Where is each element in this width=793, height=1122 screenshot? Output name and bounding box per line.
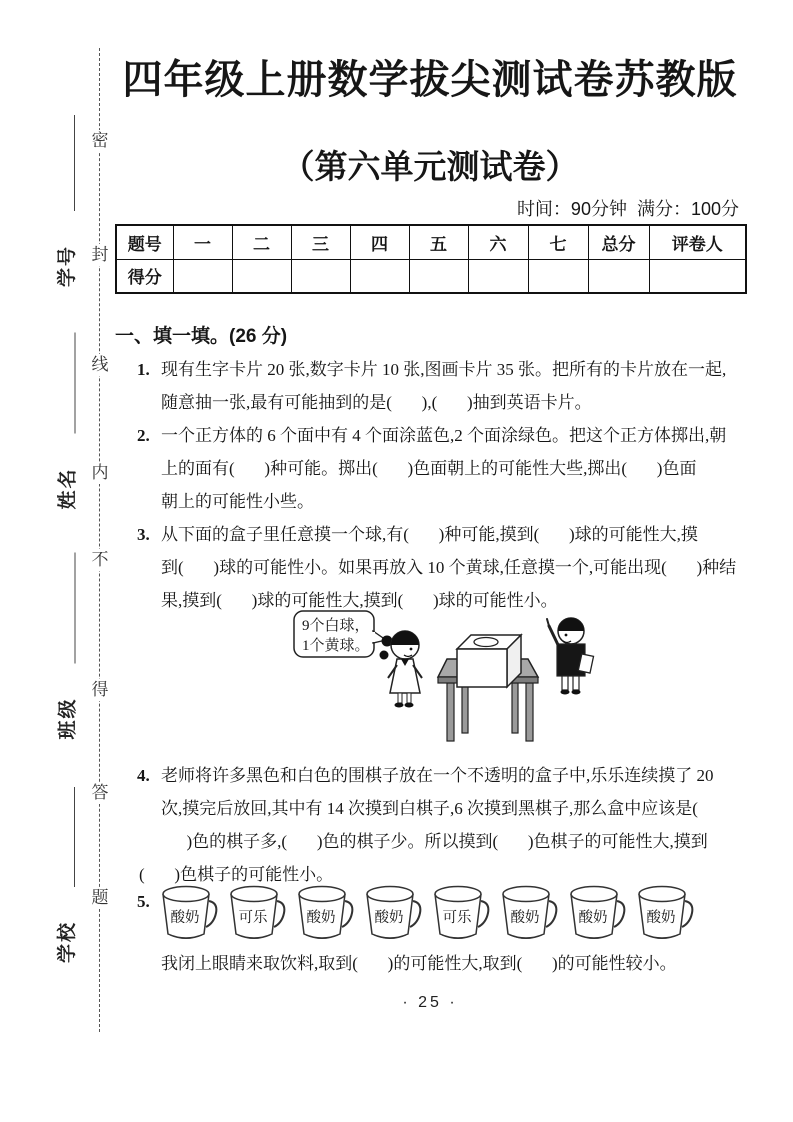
field-blank-line — [75, 333, 76, 434]
seal-char: 不 — [88, 549, 112, 571]
seal-char: 答 — [88, 782, 112, 804]
seal-char: 线 — [88, 354, 112, 376]
score-table-header-cell: 评卷人 — [649, 225, 746, 259]
question-line: 随意抽一张,最有可能抽到的是( ),( )抽到英语卡片。 — [161, 393, 592, 412]
score-table-header-cell: 题号 — [116, 225, 173, 259]
sidebar-field-name — [58, 333, 80, 510]
cup-label: 可乐 — [442, 910, 472, 926]
score-cell — [350, 259, 409, 293]
score-cell — [528, 259, 588, 293]
question-line: 果,摸到( )球的可能性大,摸到( )球的可能性小。 — [161, 591, 558, 610]
field-label: 班级 — [57, 697, 79, 740]
seal-char: 题 — [88, 887, 112, 909]
score-table-header-cell: 一 — [173, 225, 232, 259]
seal-char: 封 — [88, 244, 112, 266]
cup-label: 酸奶 — [374, 910, 404, 926]
score-table — [115, 224, 747, 294]
score-cell — [588, 259, 649, 293]
cup-label: 酸奶 — [170, 910, 200, 926]
box-hole — [474, 638, 498, 647]
cup-icon — [365, 885, 423, 947]
score-table-header-cell: 四 — [350, 225, 409, 259]
field-label: 姓名 — [57, 467, 79, 510]
page-number: · 25 · — [402, 994, 458, 1011]
score-table-header-cell: 七 — [528, 225, 588, 259]
sidebar-field-class — [58, 553, 80, 740]
girl-figure — [380, 631, 423, 708]
score-cell — [173, 259, 232, 293]
question-line: 上的面有( )种可能。掷出( )色面朝上的可能性大些,掷出( )色面 — [161, 459, 697, 478]
seal-char: 得 — [88, 679, 112, 701]
cup-icon — [637, 885, 695, 947]
cup-icon — [229, 885, 287, 947]
boy-figure — [547, 618, 594, 695]
question-line: 老师将许多黑色和白色的围棋子放在一个不透明的盒子中,乐乐连续摸了 20 — [161, 766, 714, 785]
score-row-label: 得分 — [116, 259, 173, 293]
sidebar-field-school — [57, 787, 79, 963]
paper-title: 四年级上册数学拔尖测试卷苏教版 — [122, 58, 738, 102]
time-info: 时间：90分钟 满分：100分 — [516, 199, 739, 219]
score-cell — [468, 259, 528, 293]
ball-box — [457, 635, 521, 687]
score-table-header-cell: 三 — [291, 225, 350, 259]
question-line: 次,摸完后放回,其中有 14 次摸到白棋子,6 次摸到黑棋子,那么盒中应该是( — [161, 799, 698, 818]
question-3 — [115, 518, 745, 755]
sidebar-field-student-id — [57, 115, 79, 287]
cup-icon — [569, 885, 627, 947]
field-label: 学校 — [57, 920, 78, 963]
question-number: 1. — [137, 360, 150, 379]
question-line: ( )色棋子的可能性小。 — [139, 865, 334, 884]
score-table-header-cell: 总分 — [588, 225, 649, 259]
question-number: 2. — [137, 426, 150, 445]
cup-label: 酸奶 — [510, 910, 540, 926]
field-blank-line — [75, 553, 76, 664]
cups-row — [161, 885, 745, 947]
section-one-heading: 一、填一填。(26 分) — [115, 326, 288, 347]
score-cell — [232, 259, 291, 293]
score-table-header-cell: 六 — [468, 225, 528, 259]
question-4 — [115, 759, 745, 891]
seal-dashed-line — [99, 48, 100, 1032]
cup-label: 酸奶 — [578, 910, 608, 926]
question-line: 到( )球的可能性小。如果再放入 10 个黄球,任意摸一个,可能出现( )种结 — [161, 558, 737, 577]
field-blank-line — [74, 787, 75, 887]
seal-char: 内 — [88, 462, 112, 484]
question-line: )色的棋子多,( )色的棋子少。所以摸到( )色棋子的可能性大,摸到 — [161, 832, 708, 851]
book-icon — [578, 654, 593, 673]
question-line: 现有生字卡片 20 张,数字卡片 10 张,图画卡片 35 张。把所有的卡片放在一起, — [161, 360, 727, 379]
score-table-header-cell: 二 — [232, 225, 291, 259]
speech-bubble-text: 1个黄球。 — [302, 638, 370, 654]
score-cell — [409, 259, 468, 293]
illustration-drawing — [290, 607, 610, 755]
question-1 — [115, 353, 745, 419]
question-2 — [115, 419, 745, 518]
cup-icon — [297, 885, 355, 947]
question-line: 从下面的盒子里任意摸一个球,有( )种可能,摸到( )球的可能性大,摸 — [161, 525, 698, 544]
cup-icon — [433, 885, 491, 947]
question-number: 3. — [137, 525, 150, 544]
illustration — [161, 607, 745, 755]
cup-icon — [501, 885, 559, 947]
cup-label: 酸奶 — [646, 910, 676, 926]
field-label: 学号 — [57, 244, 78, 287]
paper-subtitle: （第六单元测试卷） — [281, 148, 579, 185]
score-table-header-cell: 五 — [409, 225, 468, 259]
question-number: 4. — [137, 766, 150, 785]
question-line: 朝上的可能性小些。 — [161, 492, 314, 511]
seal-char: 密 — [88, 130, 112, 152]
score-table-header-row — [116, 225, 746, 259]
score-table-score-row — [116, 259, 746, 293]
speech-bubble — [294, 611, 386, 657]
cup-icon — [161, 885, 219, 947]
question-5 — [115, 885, 745, 980]
score-cell — [291, 259, 350, 293]
score-cell — [649, 259, 746, 293]
speech-bubble-text: 9个白球， — [302, 618, 370, 634]
cup-label: 可乐 — [238, 910, 268, 926]
field-blank-line — [74, 115, 75, 211]
question-number: 5. — [137, 892, 150, 911]
question-line: 我闭上眼睛来取饮料,取到( )的可能性大,取到( )的可能性较小。 — [161, 954, 677, 973]
main-content — [115, 0, 745, 1012]
question-line: 一个正方体的 6 个面中有 4 个面涂蓝色,2 个面涂绿色。把这个正方体掷出,朝 — [161, 426, 727, 445]
cup-label: 酸奶 — [306, 910, 336, 926]
